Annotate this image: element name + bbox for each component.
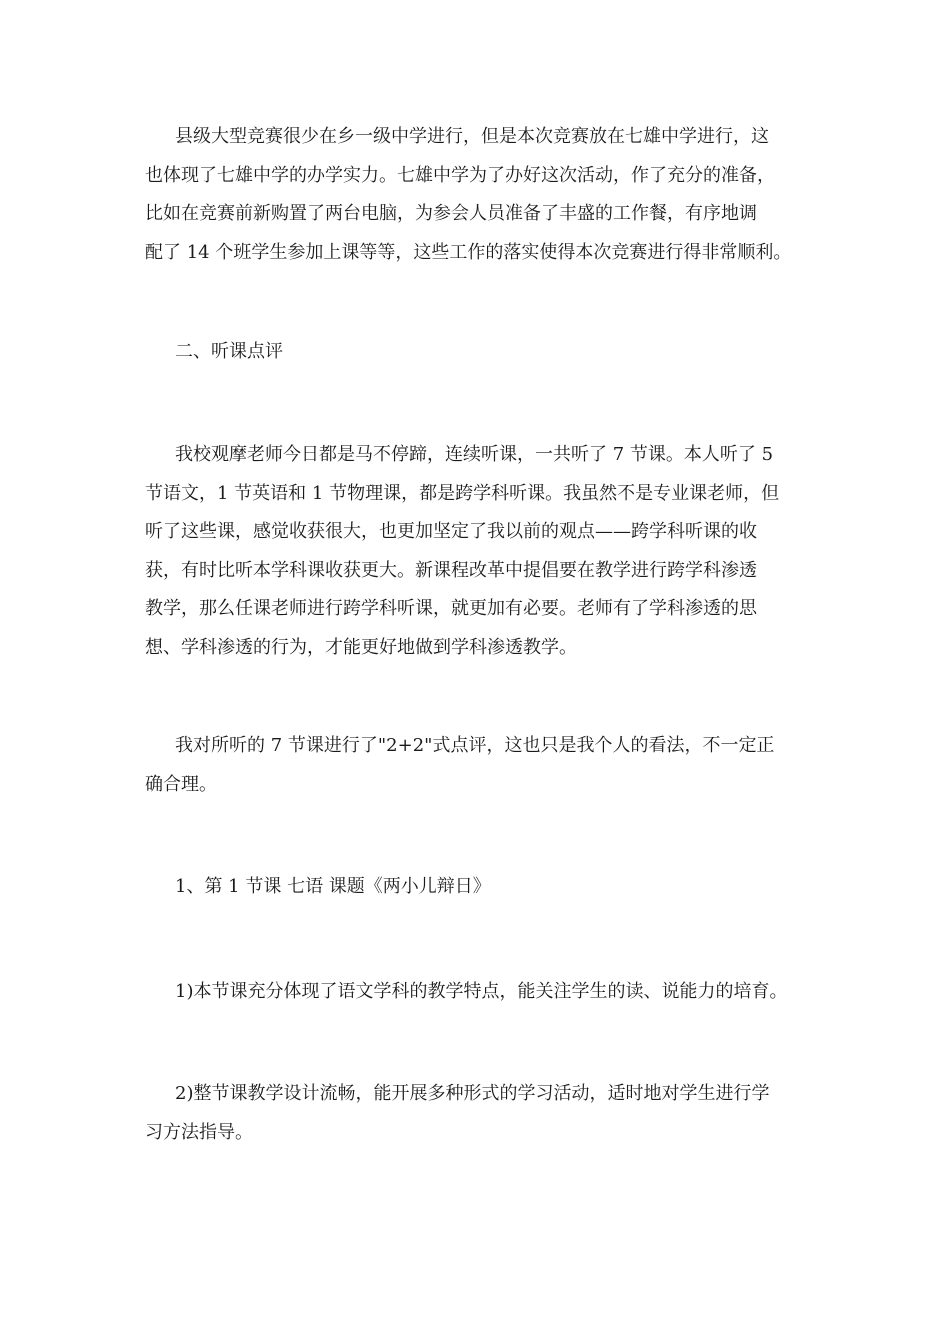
paragraph-observation (145, 436, 825, 667)
text-line: 比如在竞赛前新购置了两台电脑，为参会人员准备了丰盛的工作餐，有序地调 (145, 203, 757, 224)
text-line: 听了这些课，感觉收获很大，也更加坚定了我以前的观点——跨学科听课的收 (145, 521, 757, 542)
text-line: 我对所听的 7 节课进行了"2+2"式点评，这也只是我个人的看法，不一定正 (175, 735, 775, 756)
lesson-1-point-1 (145, 973, 825, 1012)
lesson-1-point-2 (145, 1075, 825, 1152)
text-line: 教学，那么任课老师进行跨学科听课，就更加有必要。老师有了学科渗透的思 (145, 598, 757, 619)
text-line: 获，有时比听本学科课收获更大。新课程改革中提倡要在教学进行跨学科渗透 (145, 559, 757, 581)
paragraph-competition-venue (145, 118, 825, 272)
text-line: 习方法指导。 (145, 1121, 253, 1143)
section-heading-lesson-review (145, 333, 825, 372)
text-line: 县级大型竞赛很少在乡一级中学进行，但是本次竞赛放在七雄中学进行，这 (175, 126, 769, 147)
text-line: 2)整节课教学设计流畅，能开展多种形式的学习活动，适时地对学生进行学 (175, 1083, 770, 1104)
text-line: 节语文，1 节英语和 1 节物理课，都是跨学科听课。我虽然不是专业课老师，但 (145, 482, 780, 504)
section-heading: 二、听课点评 (175, 341, 283, 362)
text-line: 我校观摩老师今日都是马不停蹄，连续听课，一共听了 7 节课。本人听了 5 (175, 444, 774, 465)
lesson-heading: 1、第 1 节课 七语 课题《两小儿辩日》 (175, 876, 491, 897)
lesson-1-heading (145, 868, 825, 907)
text-line: 1)本节课充分体现了语文学科的教学特点，能关注学生的读、说能力的培育。 (175, 981, 788, 1002)
text-line: 确合理。 (145, 773, 217, 795)
text-line: 配了 14 个班学生参加上课等等，这些工作的落实使得本次竞赛进行得非常顺利。 (145, 241, 792, 263)
paragraph-review-method (145, 727, 825, 804)
text-line: 也体现了七雄中学的办学实力。七雄中学为了办好这次活动，作了充分的准备， (145, 164, 775, 186)
text-line: 想、学科渗透的行为，才能更好地做到学科渗透教学。 (145, 636, 577, 658)
